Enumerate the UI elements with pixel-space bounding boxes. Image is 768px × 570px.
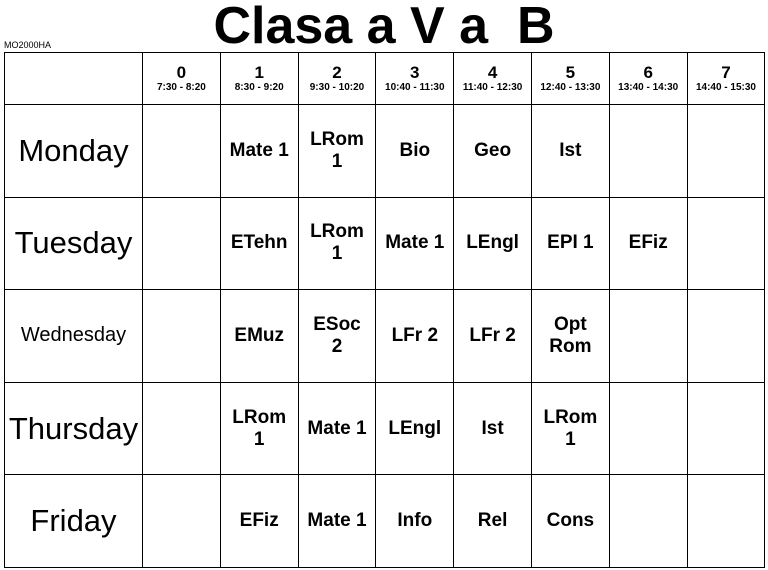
- lesson-subject: EMuz: [234, 324, 284, 346]
- lesson-cell: [687, 105, 765, 198]
- day-cell: [5, 197, 143, 290]
- day-row-friday: [5, 475, 765, 568]
- day-cell: [5, 290, 143, 383]
- lesson-subject: Ist: [481, 417, 504, 439]
- lesson-subject: Ist: [559, 139, 582, 161]
- lesson-subject: EFiz: [628, 232, 668, 254]
- period-time: 7:30 - 8:20: [156, 81, 206, 93]
- lesson-subject: LFr 2: [391, 324, 439, 346]
- lesson-subject: EFiz: [239, 510, 279, 532]
- period-header-5: [531, 53, 609, 105]
- lesson-subject: Bio: [399, 139, 431, 161]
- lesson-cell: [143, 290, 221, 383]
- lesson-cell: [376, 290, 454, 383]
- period-time: 9:30 - 10:20: [309, 81, 365, 93]
- lesson-cell: [376, 475, 454, 568]
- lesson-cell: [609, 105, 687, 198]
- lesson-cell: [220, 105, 298, 198]
- lesson-subject: Opt Rom: [549, 313, 592, 357]
- lesson-cell: [143, 105, 221, 198]
- period-header-row: [5, 53, 765, 105]
- period-header-6: [609, 53, 687, 105]
- lesson-subject: LRom 1: [310, 128, 364, 172]
- lesson-subject: Mate 1: [307, 417, 367, 439]
- period-header-7: [687, 53, 765, 105]
- lesson-cell: [609, 290, 687, 383]
- lesson-subject: Info: [397, 510, 433, 532]
- lesson-cell: [609, 475, 687, 568]
- lesson-cell: [531, 475, 609, 568]
- lesson-cell: [376, 105, 454, 198]
- lesson-subject: Rel: [477, 510, 508, 532]
- lesson-cell: [531, 290, 609, 383]
- lesson-cell: [220, 197, 298, 290]
- lesson-cell: [687, 382, 765, 475]
- lesson-cell: [454, 105, 532, 198]
- period-number: 4: [487, 62, 498, 82]
- lesson-cell: [531, 382, 609, 475]
- lesson-cell: [220, 475, 298, 568]
- lesson-cell: [376, 197, 454, 290]
- lesson-subject: Cons: [546, 510, 595, 532]
- period-header-3: [376, 53, 454, 105]
- period-time: 10:40 - 11:30: [385, 81, 445, 93]
- day-label: Wednesday: [20, 324, 127, 347]
- lesson-subject: Geo: [474, 139, 512, 161]
- lesson-cell: [687, 290, 765, 383]
- lesson-subject: Mate 1: [229, 139, 289, 161]
- period-header-0: [143, 53, 221, 105]
- lesson-cell: [220, 290, 298, 383]
- period-number: 2: [332, 62, 342, 82]
- lesson-cell: [454, 382, 532, 475]
- period-header-4: [454, 53, 532, 105]
- lesson-cell: [298, 197, 376, 290]
- period-header-1: [220, 53, 298, 105]
- period-time: 8:30 - 9:20: [234, 81, 284, 93]
- lesson-subject: LRom 1: [543, 406, 598, 450]
- lesson-cell: [609, 382, 687, 475]
- period-number: 3: [410, 62, 420, 82]
- day-row-tuesday: [5, 197, 765, 290]
- period-number: 5: [565, 62, 576, 82]
- lesson-cell: [376, 382, 454, 475]
- lesson-cell: [220, 382, 298, 475]
- lesson-subject: EPI 1: [547, 232, 594, 254]
- period-time: 14:40 - 15:30: [695, 81, 756, 93]
- day-label: Thursday: [8, 410, 139, 446]
- lesson-cell: [609, 197, 687, 290]
- lesson-subject: LRom 1: [232, 406, 287, 450]
- lesson-subject: LFr 2: [469, 324, 516, 346]
- lesson-cell: [687, 475, 765, 568]
- lesson-subject: LEngl: [466, 232, 519, 254]
- period-number: 7: [721, 62, 731, 82]
- period-time: 12:40 - 13:30: [540, 81, 601, 93]
- corner-cell: [5, 53, 143, 105]
- period-header-2: [298, 53, 376, 105]
- lesson-cell: [298, 475, 376, 568]
- page-title: Clasa a V a B: [213, 0, 555, 55]
- lesson-cell: [531, 197, 609, 290]
- day-row-monday: [5, 105, 765, 198]
- period-time: 13:40 - 14:30: [618, 81, 679, 93]
- lesson-subject: ETehn: [230, 232, 288, 254]
- lesson-cell: [298, 290, 376, 383]
- day-cell: [5, 382, 143, 475]
- lesson-cell: [454, 290, 532, 383]
- lesson-cell: [454, 197, 532, 290]
- lesson-subject: LEngl: [388, 417, 442, 439]
- period-number: 6: [643, 62, 653, 82]
- school-code: MO2000HA: [4, 40, 52, 50]
- period-number: 0: [176, 62, 187, 82]
- lesson-cell: [143, 475, 221, 568]
- lesson-cell: [687, 197, 765, 290]
- lesson-cell: [143, 197, 221, 290]
- day-label: Tuesday: [14, 225, 133, 261]
- lesson-cell: [298, 105, 376, 198]
- lesson-cell: [454, 475, 532, 568]
- period-number: 1: [254, 62, 264, 82]
- lesson-subject: Mate 1: [385, 232, 445, 254]
- timetable-body: [5, 53, 765, 568]
- lesson-cell: [298, 382, 376, 475]
- lesson-cell: [143, 382, 221, 475]
- day-cell: [5, 105, 143, 198]
- day-row-thursday: [5, 382, 765, 475]
- lesson-cell: [531, 105, 609, 198]
- lesson-subject: ESoc 2: [313, 313, 361, 357]
- day-label: Monday: [18, 132, 129, 168]
- day-cell: [5, 475, 143, 568]
- lesson-subject: Mate 1: [307, 510, 367, 532]
- period-time: 11:40 - 12:30: [462, 81, 523, 93]
- lesson-subject: LRom 1: [310, 221, 364, 265]
- day-row-wednesday: [5, 290, 765, 383]
- timetable: [4, 52, 765, 568]
- day-label: Friday: [30, 503, 117, 539]
